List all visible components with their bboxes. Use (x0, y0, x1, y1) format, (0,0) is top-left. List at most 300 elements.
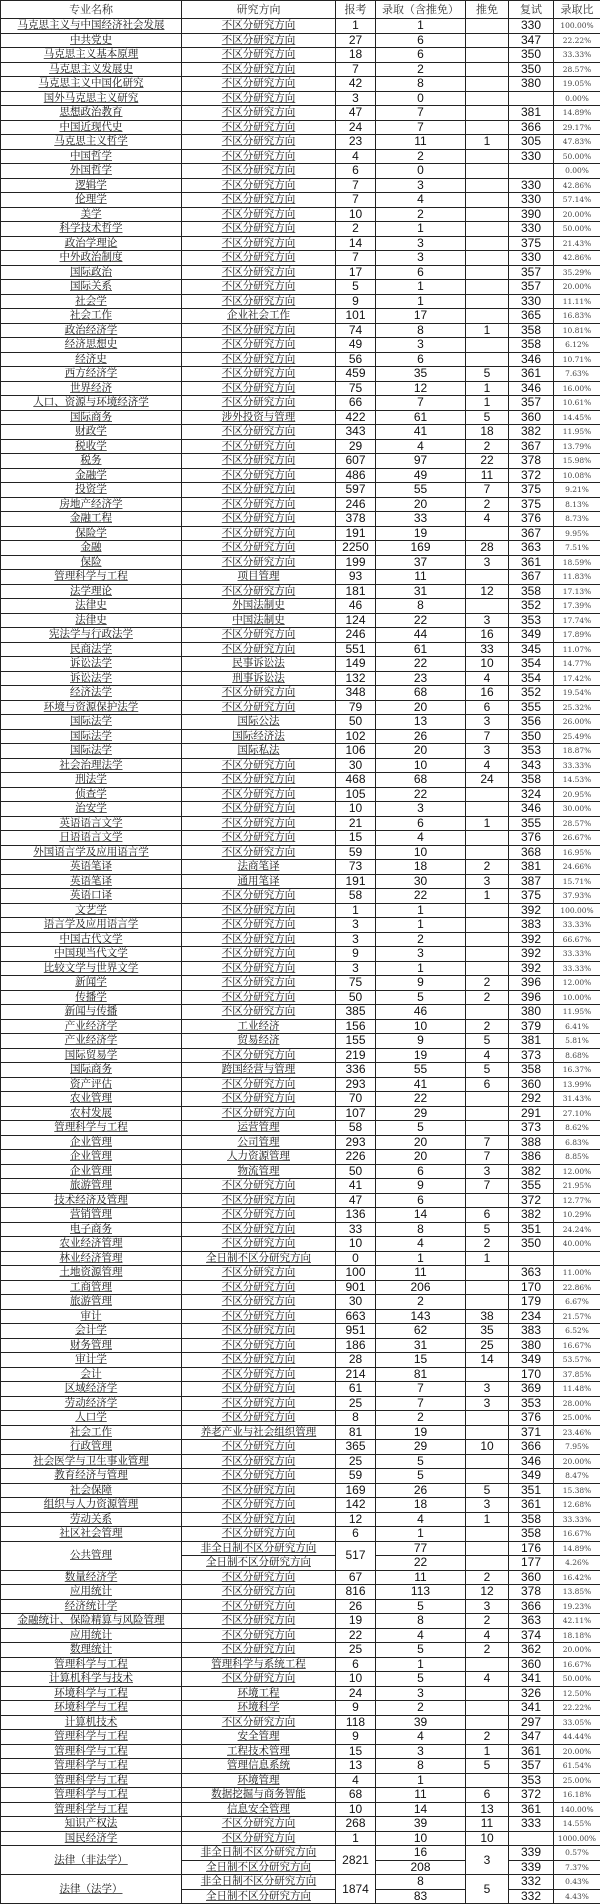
retest-score: 367 (509, 570, 554, 585)
major-name: 法律史 (1, 613, 182, 628)
admitted: 10 (376, 758, 466, 773)
applicants: 61 (336, 1382, 376, 1397)
recommended: 3 (466, 744, 509, 759)
major-name: 语言学及应用语言学 (1, 918, 182, 933)
table-row (1, 1585, 600, 1600)
research-direction: 不区分研究方向 (182, 1454, 336, 1469)
table-row (1, 1817, 600, 1832)
admitted: 4 (376, 1237, 466, 1252)
retest-score: 376 (509, 512, 554, 527)
admitted: 26 (376, 729, 466, 744)
admitted: 169 (376, 541, 466, 556)
admission-ratio: 13.85% (554, 1585, 600, 1600)
admitted: 8 (376, 77, 466, 92)
retest-score: 392 (509, 932, 554, 947)
applicants: 1874 (336, 1875, 376, 1904)
retest-score: 376 (509, 1411, 554, 1426)
table-row (1, 599, 600, 614)
table-row (1, 1121, 600, 1136)
major-name: 经济统计学 (1, 1599, 182, 1614)
table-row (1, 1019, 600, 1034)
admitted: 11 (376, 135, 466, 150)
recommended (466, 1701, 509, 1716)
recommended: 3 (466, 555, 509, 570)
research-direction: 不区分研究方向 (182, 1208, 336, 1223)
recommended (466, 106, 509, 121)
research-direction: 不区分研究方向 (182, 990, 336, 1005)
research-direction: 国际公法 (182, 715, 336, 730)
recommended (466, 1295, 509, 1310)
recommended: 5 (466, 1222, 509, 1237)
major-name: 法律（非法学） (1, 1846, 182, 1875)
table-row (1, 91, 600, 106)
major-name: 中国古代文学 (1, 932, 182, 947)
major-name: 营销管理 (1, 1208, 182, 1223)
recommended: 1 (466, 1744, 509, 1759)
admission-ratio: 35.29% (554, 265, 600, 280)
applicants: 385 (336, 1005, 376, 1020)
admission-ratio: 16.00% (554, 381, 600, 396)
admitted: 15 (376, 1353, 466, 1368)
retest-score: 378 (509, 1585, 554, 1600)
research-direction: 不区分研究方向 (182, 1628, 336, 1643)
recommended: 5 (466, 410, 509, 425)
retest-score: 358 (509, 584, 554, 599)
recommended: 14 (466, 1353, 509, 1368)
major-name: 治安学 (1, 802, 182, 817)
table-row (1, 1744, 600, 1759)
admission-ratio: 4.26% (554, 1556, 600, 1571)
admitted: 8 (376, 1614, 466, 1629)
applicants: 136 (336, 1208, 376, 1223)
table-row (1, 454, 600, 469)
retest-score: 354 (509, 657, 554, 672)
recommended: 25 (466, 1338, 509, 1353)
table-row (1, 1701, 600, 1716)
admission-ratio: 18.59% (554, 555, 600, 570)
retest-score: 354 (509, 671, 554, 686)
recommended (466, 1715, 509, 1730)
recommended (466, 787, 509, 802)
applicants: 142 (336, 1498, 376, 1513)
recommended: 13 (466, 1802, 509, 1817)
research-direction: 不区分研究方向 (182, 1237, 336, 1252)
table-row (1, 1759, 600, 1774)
recommended (466, 33, 509, 48)
admission-ratio: 16.67% (554, 1338, 600, 1353)
retest-score: 291 (509, 1106, 554, 1121)
table-row (1, 178, 600, 193)
recommended: 28 (466, 541, 509, 556)
admitted: 6 (376, 33, 466, 48)
table-row (1, 758, 600, 773)
retest-score: 358 (509, 1527, 554, 1542)
major-name: 外国哲学 (1, 164, 182, 179)
retest-score: 353 (509, 613, 554, 628)
applicants: 486 (336, 468, 376, 483)
retest-score: 382 (509, 425, 554, 440)
retest-score: 363 (509, 1266, 554, 1281)
applicants: 30 (336, 758, 376, 773)
applicants: 93 (336, 570, 376, 585)
recommended (466, 1541, 509, 1556)
applicants: 2 (336, 222, 376, 237)
research-direction: 不区分研究方向 (182, 178, 336, 193)
major-name: 民商法学 (1, 642, 182, 657)
admission-ratio: 12.00% (554, 1164, 600, 1179)
admission-ratio: 11.83% (554, 570, 600, 585)
major-name: 中外政治制度 (1, 251, 182, 266)
research-direction: 不区分研究方向 (182, 1266, 336, 1281)
recommended (466, 1425, 509, 1440)
applicants: 1 (336, 1831, 376, 1846)
major-name: 管理科学与工程 (1, 1657, 182, 1672)
table-row (1, 715, 600, 730)
research-direction: 不区分研究方向 (182, 918, 336, 933)
retest-score: 330 (509, 222, 554, 237)
research-direction: 不区分研究方向 (182, 1831, 336, 1846)
admission-ratio: 33.33% (554, 758, 600, 773)
retest-score: 381 (509, 1034, 554, 1049)
major-name: 法学理论 (1, 584, 182, 599)
table-body (1, 19, 600, 1542)
major-name: 管理科学与工程 (1, 1802, 182, 1817)
recommended (466, 1005, 509, 1020)
admission-ratio: 37.85% (554, 1367, 600, 1382)
research-direction: 不区分研究方向 (182, 1614, 336, 1629)
research-direction: 不区分研究方向 (182, 1411, 336, 1426)
research-direction: 不区分研究方向 (182, 512, 336, 527)
major-name: 保险学 (1, 526, 182, 541)
table-row (1, 570, 600, 585)
recommended: 2 (466, 976, 509, 991)
recommended (466, 1527, 509, 1542)
research-direction: 外国法制史 (182, 599, 336, 614)
major-name: 税收学 (1, 439, 182, 454)
research-direction: 不区分研究方向 (182, 700, 336, 715)
applicants: 46 (336, 599, 376, 614)
recommended: 1 (466, 396, 509, 411)
admitted: 6 (376, 48, 466, 63)
retest-score: 375 (509, 889, 554, 904)
major-name: 诉讼法学 (1, 657, 182, 672)
table-row (1, 1788, 600, 1803)
major-name: 社会工作 (1, 309, 182, 324)
major-name: 比较文学与世界文学 (1, 961, 182, 976)
recommended (466, 1773, 509, 1788)
applicants: 27 (336, 33, 376, 48)
major-name: 伦理学 (1, 193, 182, 208)
admission-ratio: 42.86% (554, 251, 600, 266)
table-row (1, 1469, 600, 1484)
recommended: 2 (466, 1730, 509, 1745)
admitted: 23 (376, 671, 466, 686)
admitted: 11 (376, 1266, 466, 1281)
admission-ratio: 50.00% (554, 1672, 600, 1687)
retest-score: 366 (509, 1440, 554, 1455)
admitted: 5 (376, 1121, 466, 1136)
major-name: 人口、资源与环境经济学 (1, 396, 182, 411)
research-direction: 不区分研究方向 (182, 889, 336, 904)
table-row (1, 729, 600, 744)
retest-score: 382 (509, 1164, 554, 1179)
admission-ratio: 11.07% (554, 642, 600, 657)
recommended: 2 (466, 1643, 509, 1658)
retest-score: 373 (509, 1121, 554, 1136)
applicants: 6 (336, 164, 376, 179)
research-direction: 不区分研究方向 (182, 1295, 336, 1310)
admitted: 12 (376, 381, 466, 396)
admitted: 5 (376, 1672, 466, 1687)
table-row (1, 309, 600, 324)
admitted: 55 (376, 483, 466, 498)
applicants: 50 (336, 1164, 376, 1179)
admitted: 22 (376, 889, 466, 904)
retest-score: 332 (509, 1875, 554, 1890)
research-direction: 不区分研究方向 (182, 468, 336, 483)
retest-score: 371 (509, 1425, 554, 1440)
admitted: 20 (376, 744, 466, 759)
recommended: 3 (466, 874, 509, 889)
admitted: 62 (376, 1324, 466, 1339)
applicants: 50 (336, 990, 376, 1005)
table-row (1, 1164, 600, 1179)
admitted: 39 (376, 1715, 466, 1730)
research-direction: 不区分研究方向 (182, 1585, 336, 1600)
retest-score: 326 (509, 1686, 554, 1701)
admitted: 20 (376, 497, 466, 512)
admitted: 22 (376, 787, 466, 802)
major-name: 马克思主义基本原理 (1, 48, 182, 63)
public-admin-group (1, 1541, 600, 1570)
table-row (1, 584, 600, 599)
admission-ratio: 12.50% (554, 1686, 600, 1701)
admission-ratio: 14.55% (554, 1817, 600, 1832)
applicants: 79 (336, 700, 376, 715)
applicants: 9 (336, 1701, 376, 1716)
applicants: 47 (336, 1193, 376, 1208)
applicants: 19 (336, 1614, 376, 1629)
research-direction: 信息安全管理 (182, 1802, 336, 1817)
recommended (466, 222, 509, 237)
retest-score: 390 (509, 207, 554, 222)
table-row (1, 251, 600, 266)
applicants: 365 (336, 1440, 376, 1455)
retest-score: 383 (509, 918, 554, 933)
recommended (466, 1411, 509, 1426)
retest-score: 363 (509, 541, 554, 556)
table-row (1, 135, 600, 150)
retest-score: 367 (509, 526, 554, 541)
admission-ratio: 9.21% (554, 483, 600, 498)
research-direction: 安全管理 (182, 1730, 336, 1745)
table-row (1, 1512, 600, 1527)
retest-score: 339 (509, 1860, 554, 1875)
applicants: 47 (336, 106, 376, 121)
major-name: 管理科学与工程 (1, 1730, 182, 1745)
admitted: 8 (376, 1759, 466, 1774)
admitted: 83 (376, 1889, 466, 1904)
admission-ratio: 11.95% (554, 425, 600, 440)
recommended: 12 (466, 584, 509, 599)
research-direction: 不区分研究方向 (182, 1338, 336, 1353)
admission-ratio: 57.14% (554, 193, 600, 208)
recommended (466, 526, 509, 541)
applicants: 25 (336, 1643, 376, 1658)
table-row (1, 1251, 600, 1266)
research-direction: 不区分研究方向 (182, 642, 336, 657)
table-row (1, 1773, 600, 1788)
admission-ratio: 30.00% (554, 802, 600, 817)
table-row (1, 1425, 600, 1440)
recommended: 11 (466, 1817, 509, 1832)
research-direction: 不区分研究方向 (182, 1483, 336, 1498)
retest-score: 360 (509, 1077, 554, 1092)
retest-score (509, 91, 554, 106)
law-nonlaw-group (1, 1846, 600, 1875)
major-name: 人口学 (1, 1411, 182, 1426)
recommended: 2 (466, 860, 509, 875)
retest-score: 358 (509, 1512, 554, 1527)
retest-score: 392 (509, 961, 554, 976)
major-name: 知识产权法 (1, 1817, 182, 1832)
table-row (1, 1063, 600, 1078)
table-row (1, 1527, 600, 1542)
applicants: 106 (336, 744, 376, 759)
retest-score: 170 (509, 1280, 554, 1295)
retest-score: 330 (509, 294, 554, 309)
recommended: 5 (466, 1063, 509, 1078)
retest-score: 170 (509, 1367, 554, 1382)
research-direction: 运营管理 (182, 1121, 336, 1136)
major-name: 经济思想史 (1, 338, 182, 353)
admission-ratio: 17.42% (554, 671, 600, 686)
retest-score: 396 (509, 990, 554, 1005)
applicants: 191 (336, 874, 376, 889)
admission-ratio: 8.62% (554, 1121, 600, 1136)
major-name: 诉讼法学 (1, 671, 182, 686)
major-name: 世界经济 (1, 381, 182, 396)
major-name: 电子商务 (1, 1222, 182, 1237)
table-row (1, 1541, 600, 1556)
research-direction: 不区分研究方向 (182, 48, 336, 63)
applicants: 2250 (336, 541, 376, 556)
retest-score: 333 (509, 1817, 554, 1832)
research-direction: 不区分研究方向 (182, 961, 336, 976)
recommended (466, 1367, 509, 1382)
recommended: 3 (466, 1164, 509, 1179)
applicants: 58 (336, 889, 376, 904)
table-row (1, 1280, 600, 1295)
recommended: 16 (466, 628, 509, 643)
major-name: 审计 (1, 1309, 182, 1324)
recommended (466, 932, 509, 947)
applicants: 28 (336, 1353, 376, 1368)
admitted: 39 (376, 1817, 466, 1832)
applicants: 73 (336, 860, 376, 875)
research-direction: 不区分研究方向 (182, 816, 336, 831)
research-direction: 企业社会工作 (182, 309, 336, 324)
table-row (1, 1715, 600, 1730)
major-name: 法律（法学） (1, 1875, 182, 1904)
table-row (1, 497, 600, 512)
major-name: 农业管理 (1, 1092, 182, 1107)
major-name: 国际政治 (1, 265, 182, 280)
table-row (1, 932, 600, 947)
major-name: 投资学 (1, 483, 182, 498)
research-direction: 环境管理 (182, 1773, 336, 1788)
admission-ratio: 12.77% (554, 1193, 600, 1208)
admission-ratio: 24.66% (554, 860, 600, 875)
admitted: 10 (376, 845, 466, 860)
admitted: 6 (376, 265, 466, 280)
research-direction: 不区分研究方向 (182, 947, 336, 962)
research-direction: 环境科学 (182, 1701, 336, 1716)
major-name: 税务 (1, 454, 182, 469)
admitted: 7 (376, 1396, 466, 1411)
admitted: 11 (376, 1570, 466, 1585)
major-name: 区域经济学 (1, 1382, 182, 1397)
research-direction: 不区分研究方向 (182, 497, 336, 512)
research-direction: 不区分研究方向 (182, 164, 336, 179)
major-name: 日语语言文学 (1, 831, 182, 846)
recommended: 1 (466, 1512, 509, 1527)
major-name: 经济法学 (1, 686, 182, 701)
admission-ratio: 8.68% (554, 1048, 600, 1063)
table-row (1, 628, 600, 643)
admission-ratio: 6.67% (554, 1295, 600, 1310)
research-direction: 不区分研究方向 (182, 976, 336, 991)
research-direction: 工程技术管理 (182, 1744, 336, 1759)
research-direction: 通用笔译 (182, 874, 336, 889)
applicants: 30 (336, 1295, 376, 1310)
admission-ratio: 25.49% (554, 729, 600, 744)
research-direction: 国际经济法 (182, 729, 336, 744)
research-direction: 不区分研究方向 (182, 367, 336, 382)
applicants: 336 (336, 1063, 376, 1078)
retest-score: 392 (509, 947, 554, 962)
table-row (1, 874, 600, 889)
retest-score: 366 (509, 1599, 554, 1614)
applicants: 101 (336, 309, 376, 324)
major-name: 应用统计 (1, 1628, 182, 1643)
table-row (1, 918, 600, 933)
admission-ratio: 22.86% (554, 1280, 600, 1295)
research-direction: 不区分研究方向 (182, 323, 336, 338)
recommended: 10 (466, 1440, 509, 1455)
table-row (1, 802, 600, 817)
table-row (1, 773, 600, 788)
table-row (1, 1454, 600, 1469)
admission-ratio: 16.67% (554, 1657, 600, 1672)
applicants: 14 (336, 236, 376, 251)
applicants: 18 (336, 48, 376, 63)
applicants: 378 (336, 512, 376, 527)
major-name: 马克思主义哲学 (1, 135, 182, 150)
admission-ratio: 10.29% (554, 1208, 600, 1223)
table-row (1, 1628, 600, 1643)
recommended: 4 (466, 1048, 509, 1063)
admission-ratio: 33.33% (554, 918, 600, 933)
table-row (1, 1193, 600, 1208)
research-direction: 不区分研究方向 (182, 1353, 336, 1368)
retest-score: 353 (509, 744, 554, 759)
applicants: 17 (336, 265, 376, 280)
admitted: 2 (376, 149, 466, 164)
recommended (466, 947, 509, 962)
admitted: 1 (376, 1773, 466, 1788)
major-name: 国际关系 (1, 280, 182, 295)
